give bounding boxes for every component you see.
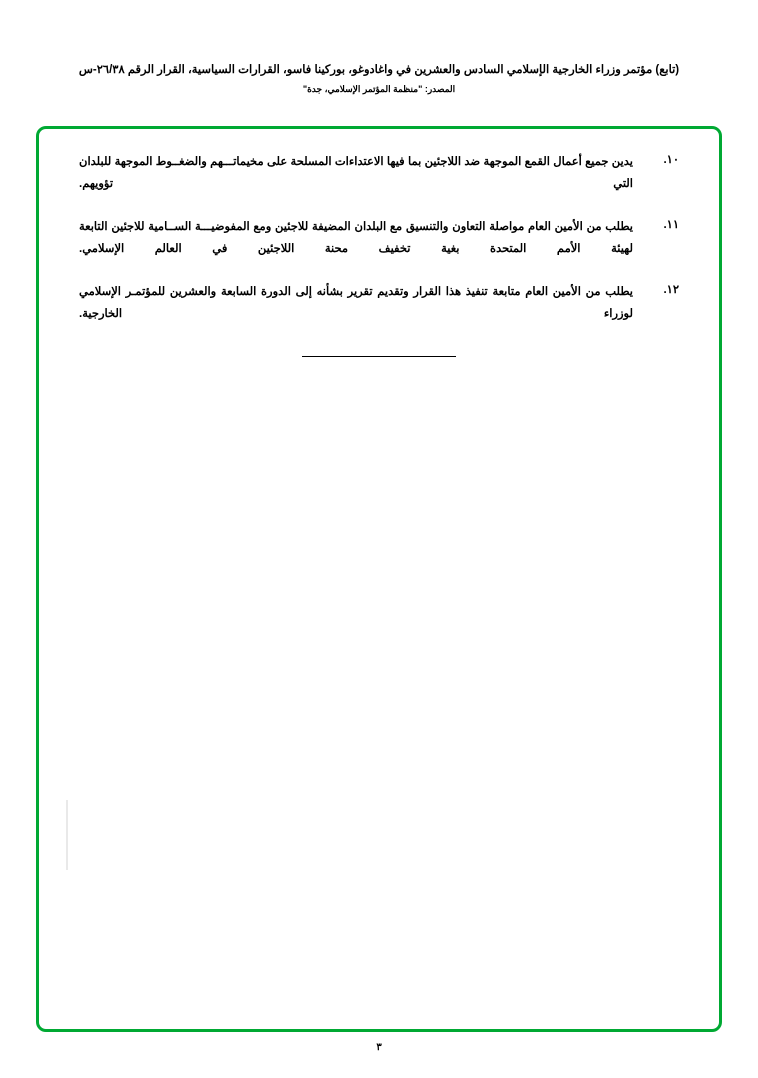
- list-item: [79, 216, 679, 261]
- page-footer: [0, 1042, 758, 1053]
- header-title: (تابع) مؤتمر وزراء الخارجية الإسلامي السادس والعشرين في واغادوغو، بوركينا فاسو، القرارات السياسية، القرار الرقم ٢٦/٣٨-س: [78, 64, 680, 76]
- clause-list: [79, 151, 679, 366]
- page-number: ٣: [376, 1042, 382, 1053]
- scan-artifact: [66, 800, 68, 870]
- clause-text: يطلب من الأمين العام مواصلة التعاون والتنسيق مع البلدان المضيفة للاجئين ومع المفوضيـــة الســامية للاجئين التابعة لهيئة الأمم المتحدة بغية تخفيف محنة اللاجئين في العالم الإسلامي.: [79, 220, 633, 256]
- clause-text: يدين جميع أعمال القمع الموجهة ضد اللاجئين بما فيها الاعتداءات المسلحة على مخيماتـــهم والضغــوط الموجهة للبلدان التي تؤويهم.: [79, 156, 633, 191]
- clause-number: ١٠.: [663, 154, 679, 166]
- clause-text: يطلب من الأمين العام متابعة تنفيذ هذا القرار وتقديم تقرير بشأنه إلى الدورة السابعة والعشرين للمؤتمـر الإسلامي لوزراء الخارجية.: [79, 285, 633, 321]
- section-divider: [79, 348, 679, 366]
- document-header: [60, 62, 698, 96]
- clause-number: ١١.: [663, 218, 679, 231]
- clause-number: ١٢.: [663, 283, 679, 296]
- green-content-frame: [36, 126, 722, 1032]
- header-source: المصدر: "منظمة المؤتمر الإسلامي، جدة": [302, 84, 456, 95]
- list-item: [79, 151, 679, 196]
- list-item: [79, 281, 679, 326]
- horizontal-rule: [302, 356, 456, 357]
